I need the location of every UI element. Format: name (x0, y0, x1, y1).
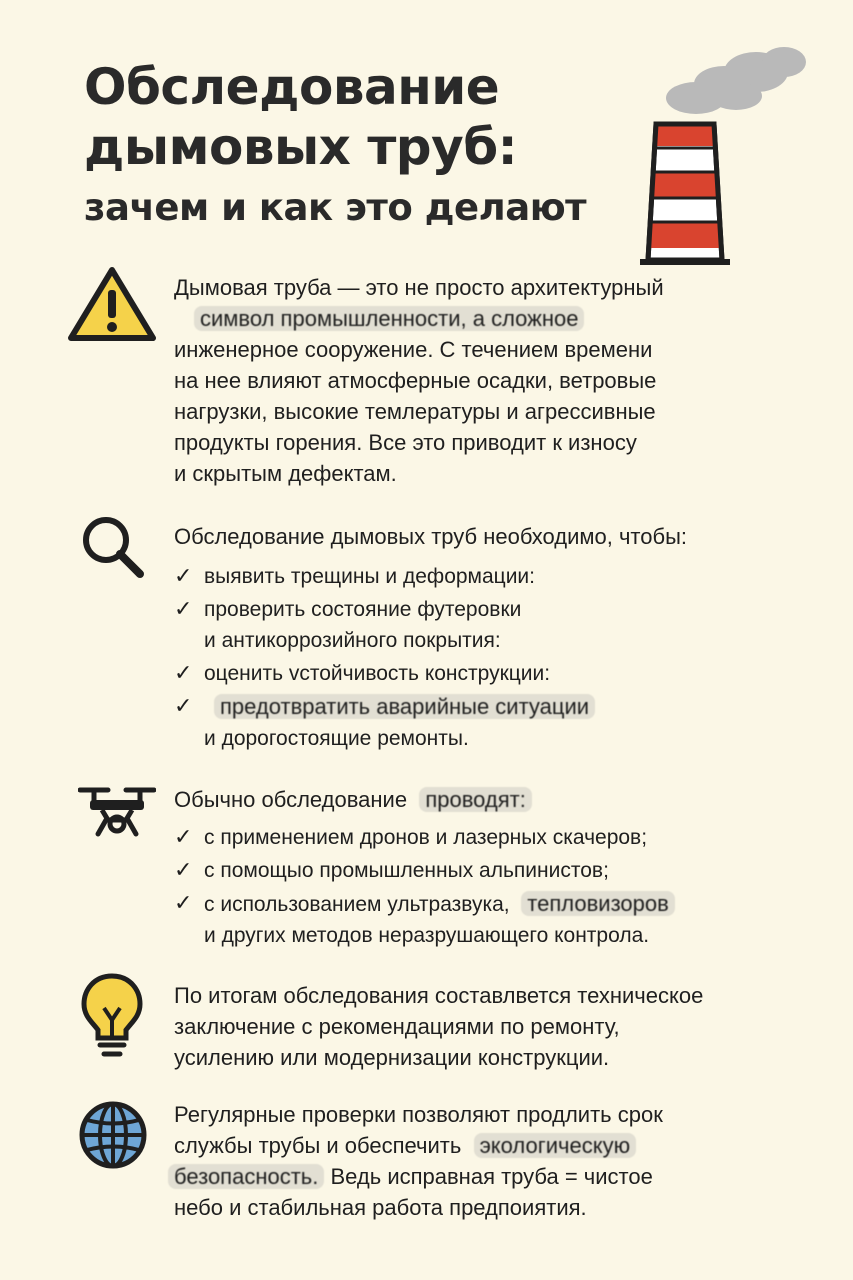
text-line: нагрузки, высокие темлературы и агрессивные (174, 399, 656, 424)
list-item-text: с использованием ультразвука, (204, 893, 510, 916)
list-item (174, 888, 675, 951)
text-normal: необходимо, чтобы: (477, 524, 687, 549)
section-final (174, 1099, 663, 1223)
list-item (174, 561, 595, 592)
list-item (174, 691, 595, 754)
check-icon: ✓ (174, 694, 193, 719)
lightbulb-icon (80, 972, 144, 1062)
list-item-text: выявить трещины и деформации: (204, 565, 535, 588)
section-intro (174, 272, 664, 489)
list-item (174, 822, 675, 853)
check-icon: ✓ (174, 597, 193, 622)
text-normal: службы трубы и обеспечить (174, 1133, 462, 1158)
check-icon: ✓ (174, 891, 193, 916)
globe-icon (78, 1100, 148, 1170)
check-icon: ✓ (174, 661, 193, 686)
highlight-text: проводят: (419, 787, 532, 812)
title-line-1: Обследование (84, 58, 500, 116)
section-purpose-intro (174, 521, 687, 552)
text-line: усилению или модернизации конструкции. (174, 1045, 610, 1070)
text-line: По итогам обследования составлвется техническое (174, 983, 704, 1008)
text-line: продукты горения. Все это приводит к износу (174, 430, 637, 455)
methods-list (174, 822, 675, 953)
text-line: и скрытым дефектам. (174, 461, 397, 486)
text-line: заключение с рекомендациями по ремонту, (174, 1014, 620, 1039)
title-line-2: дымовых труб: (84, 118, 518, 176)
list-item-text: с применением дронов и лазерных скачеров; (204, 826, 648, 849)
drone-icon (78, 784, 156, 840)
text-normal: Ведь исправная труба = чистое (324, 1164, 653, 1189)
text-normal: Обычно обследование (174, 787, 408, 812)
list-item (174, 855, 675, 886)
list-item-text: и других методов неразрушающего контрола. (204, 924, 650, 947)
text-line: небо и стабильная работа предпоиятия. (174, 1195, 587, 1220)
highlight-text: безопасность. (168, 1164, 324, 1189)
section-methods-intro (174, 784, 532, 815)
list-item-text: и дорогостоящие ремонты. (204, 727, 469, 750)
chimney-icon (636, 40, 816, 270)
check-icon: ✓ (174, 858, 193, 883)
magnifier-icon (80, 514, 146, 580)
subtitle: зачем и как это делают (84, 186, 587, 229)
highlight-text: предотвратить аварийные ситуации (214, 694, 595, 719)
section-conclusion (174, 980, 703, 1073)
highlight-text: экологическую (474, 1133, 637, 1158)
list-item (174, 594, 595, 656)
text-line: инженерное сооружение. С течением времени (174, 337, 653, 362)
check-icon: ✓ (174, 564, 193, 589)
highlight-text: тепловизоров (521, 891, 675, 916)
text-emph: Обследование дымовых труб (174, 524, 478, 549)
list-item-text: проверить состояние футеровки (204, 598, 522, 621)
purpose-list (174, 561, 595, 756)
highlight-text: символ промышленности, а сложное (194, 306, 584, 331)
list-item (174, 658, 595, 689)
text-line: на нее влияют атмосферные осадки, ветровые (174, 368, 657, 393)
list-item-text: и антикоррозийного покрытия: (204, 629, 501, 652)
check-icon: ✓ (174, 825, 193, 850)
text-line: Дымовая труба — это не просто архитектурный (174, 275, 664, 300)
warning-icon (66, 264, 158, 344)
list-item-text: с помощыо промышленных альпинистов; (204, 859, 609, 882)
list-item-text: оценить vстойчивость конструкции: (204, 662, 551, 685)
text-line: Регулярные проверки позволяют продлить срок (174, 1102, 663, 1127)
